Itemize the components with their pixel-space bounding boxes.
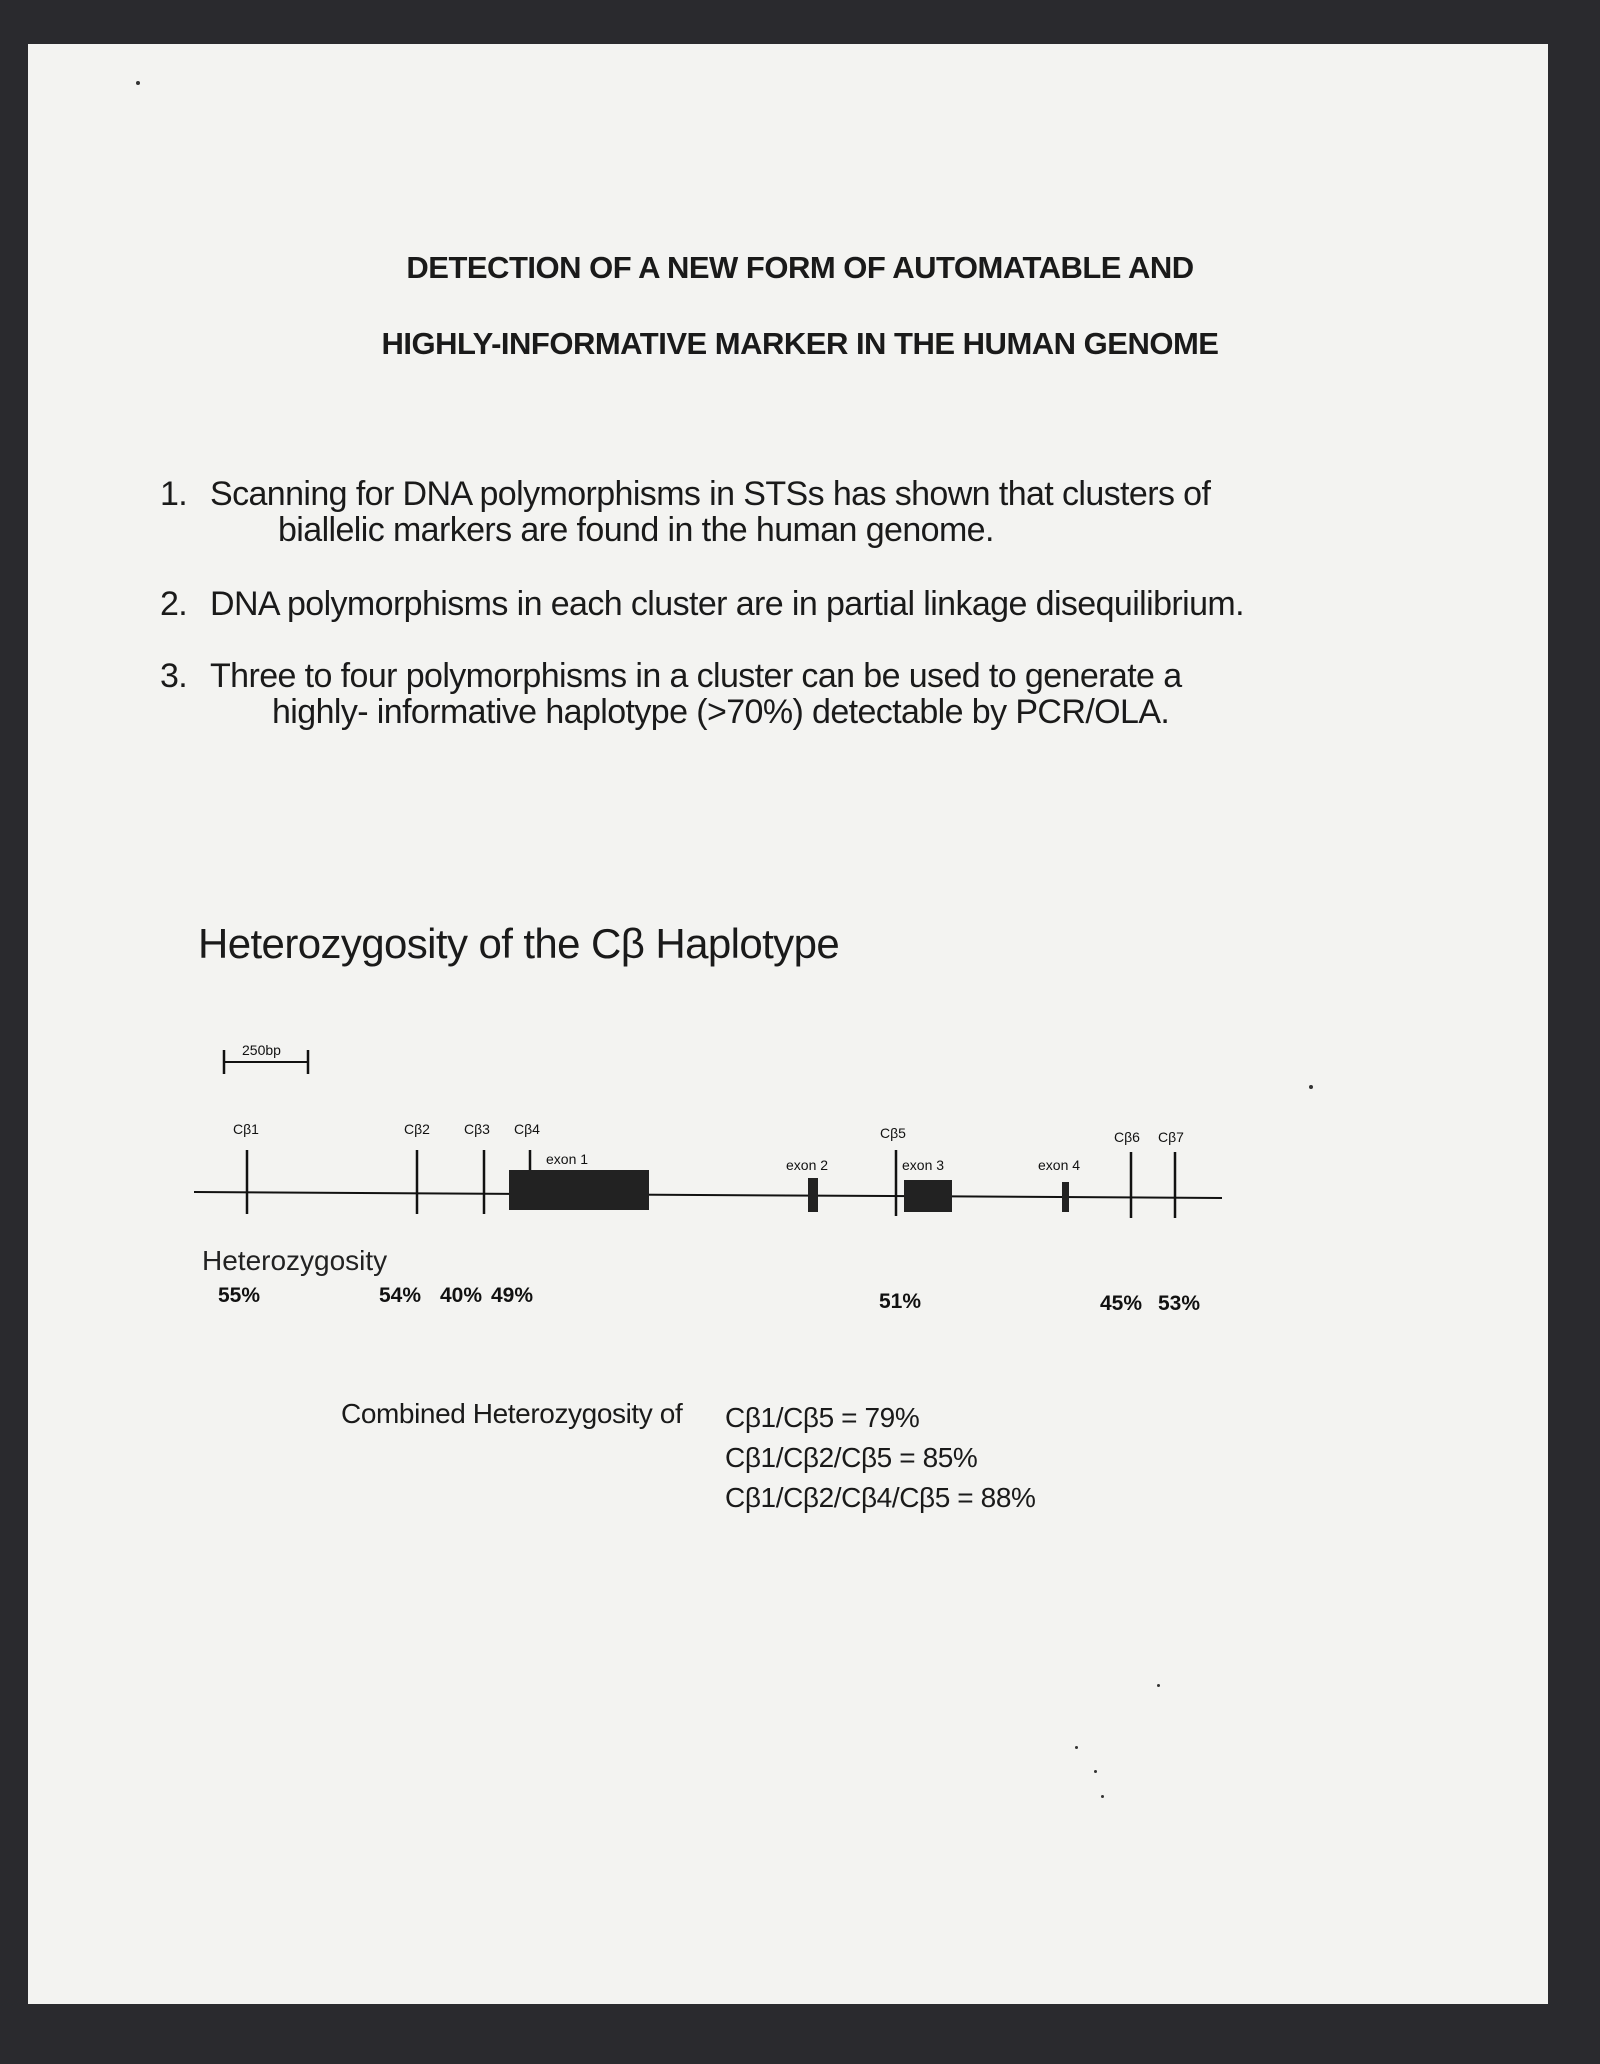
list-text-line-2: highly- informative haplotype (>70%) detectable by PCR/OLA. — [272, 693, 1170, 731]
exon-2-box — [808, 1178, 818, 1212]
marker-label-4: Cβ4 — [514, 1121, 540, 1137]
marker-label-2: Cβ2 — [404, 1121, 430, 1137]
exon-label-2: exon 2 — [786, 1157, 829, 1173]
marker-label-5: Cβ5 — [880, 1125, 906, 1141]
section-title: Heterozygosity of the Cβ Haplotype — [198, 920, 840, 967]
percentage-1: 55% — [218, 1284, 261, 1307]
percentage-3: 40% — [440, 1284, 483, 1307]
exon-1-box — [509, 1170, 649, 1210]
list-number: 1. — [160, 475, 188, 513]
exon-label-1: exon 1 — [546, 1151, 589, 1167]
marker-label-3: Cβ3 — [464, 1121, 490, 1137]
scale-label: 250bp — [242, 1042, 281, 1058]
exon-3-box — [904, 1180, 952, 1212]
combined-row-2: Cβ1/Cβ2/Cβ5 = 85% — [725, 1442, 978, 1473]
exon-label-4: exon 4 — [1038, 1157, 1081, 1173]
list-number: 2. — [160, 585, 188, 623]
percentage-6: 45% — [1100, 1292, 1143, 1315]
title-line-2: HIGHLY-INFORMATIVE MARKER IN THE HUMAN GENOME — [381, 326, 1219, 361]
marker-label-1: Cβ1 — [233, 1121, 259, 1137]
list-text-line-1: DNA polymorphisms in each cluster are in partial linkage disequilibrium. — [210, 585, 1244, 623]
speck — [1309, 1085, 1313, 1089]
list-text-line-1: Three to four polymorphisms in a cluster can be used to generate a — [210, 657, 1182, 695]
list-text-line-1: Scanning for DNA polymorphisms in STSs has shown that clusters of — [210, 475, 1211, 513]
percentage-2: 54% — [379, 1284, 422, 1307]
exon-label-3: exon 3 — [902, 1157, 945, 1173]
percentage-5: 51% — [879, 1290, 922, 1313]
title-line-1: DETECTION OF A NEW FORM OF AUTOMATABLE AND — [406, 250, 1194, 285]
marker-label-7: Cβ7 — [1158, 1129, 1184, 1145]
exon-4-box — [1062, 1182, 1069, 1212]
speck — [1094, 1770, 1097, 1773]
document-page — [28, 44, 1548, 2004]
scale-bar — [224, 1042, 308, 1074]
list-number: 3. — [160, 657, 188, 695]
combined-row-3: Cβ1/Cβ2/Cβ4/Cβ5 = 88% — [725, 1482, 1036, 1513]
speck — [1101, 1795, 1104, 1798]
speck — [1075, 1746, 1078, 1749]
combined-label: Combined Heterozygosity of — [341, 1398, 683, 1429]
haplotype-diagram — [28, 44, 1548, 2004]
marker-label-6: Cβ6 — [1114, 1129, 1140, 1145]
combined-row-1: Cβ1/Cβ5 = 79% — [725, 1402, 920, 1433]
speck — [136, 81, 140, 85]
speck — [1157, 1684, 1160, 1687]
percentage-7: 53% — [1158, 1292, 1201, 1315]
heterozygosity-label: Heterozygosity — [202, 1245, 388, 1276]
list-text-line-2: biallelic markers are found in the human genome. — [278, 511, 994, 549]
percentage-4: 49% — [491, 1284, 534, 1307]
